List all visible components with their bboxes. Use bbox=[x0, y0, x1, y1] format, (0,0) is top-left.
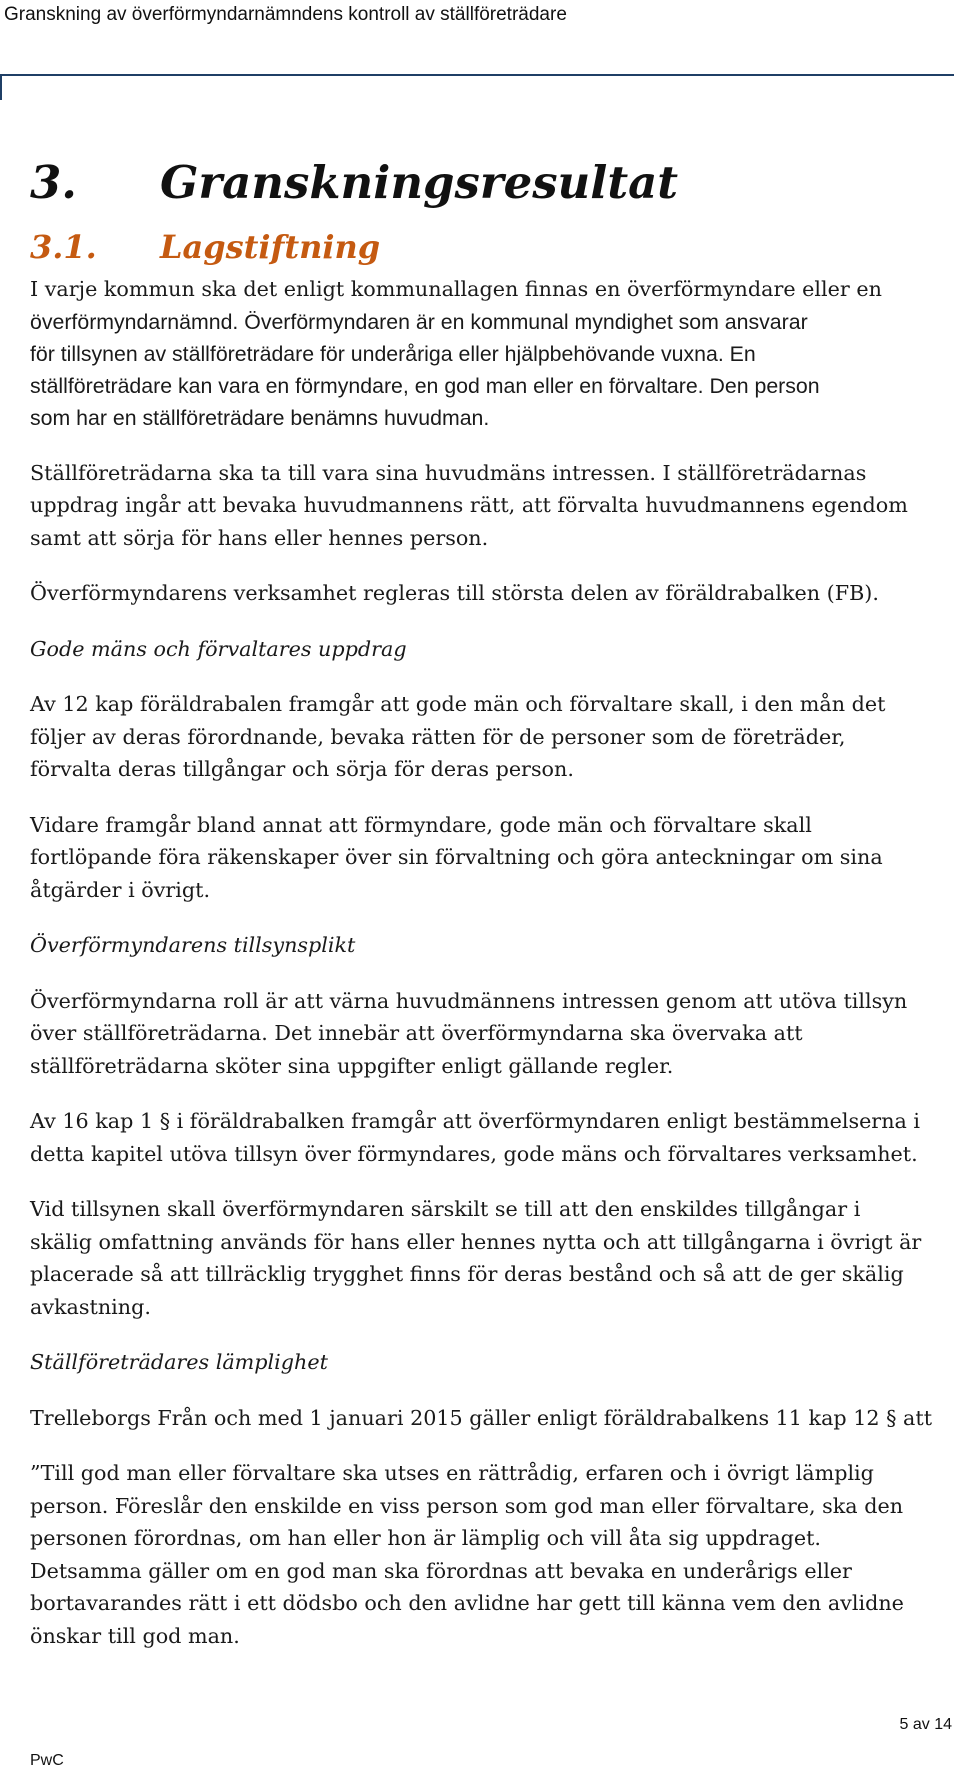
text-line: Av 16 kap 1 § i föräldrabalken framgår att överförmyndaren enligt bestämmelserna i bbox=[30, 1109, 921, 1133]
text-line: placerade så att tillräcklig trygghet finns för deras bestånd och så att de ger skälig bbox=[30, 1262, 904, 1286]
text-line: Detsamma gäller om en god man ska förordnas att bevaka en underårigs eller bbox=[30, 1558, 852, 1583]
text-line: samt att sörja för hans eller hennes person. bbox=[30, 525, 489, 550]
text-line: ställföreträdare kan vara en förmyndare, en god man eller en förvaltare. Den person bbox=[30, 373, 820, 398]
text-line: Överförmyndarna roll är att värna huvudmännens intressen genom att utöva tillsyn bbox=[30, 988, 908, 1013]
text-line: uppdrag ingår att bevaka huvudmannens rätt, att förvalta huvudmannens egendom bbox=[30, 493, 908, 517]
subheading-gode-man: Gode mäns och förvaltares uppdrag bbox=[30, 636, 407, 661]
paragraph-lamplighet-1 bbox=[30, 1402, 955, 1435]
section-title: Lagstiftning bbox=[160, 228, 381, 266]
text-line: fortlöpande föra räkenskaper över sin förvaltning och göra anteckningar om sina bbox=[30, 845, 883, 869]
text-line: ”Till god man eller förvaltare ska utses en rättrådig, erfaren och i övrigt lämplig bbox=[30, 1461, 874, 1485]
text-line: åtgärder i övrigt. bbox=[30, 877, 211, 902]
text-line: personen förordnas, om han eller hon är lämplig och vill åta sig uppdraget. bbox=[30, 1526, 821, 1550]
paragraph-tillsyn-3 bbox=[30, 1193, 955, 1323]
text-line: Vid tillsynen skall överförmyndaren särskilt se till att den enskildes tillgångar i bbox=[30, 1197, 861, 1221]
text-line: över ställföreträdarna. Det innebär att överförmyndarna ska övervaka att bbox=[30, 1021, 803, 1045]
text-line: överförmyndarnämnd. Överförmyndaren är en kommunal myndighet som ansvarar bbox=[30, 309, 808, 334]
header-rule bbox=[0, 74, 954, 76]
text-line: avkastning. bbox=[30, 1294, 151, 1319]
text-line: skälig omfattning används för hans eller hennes nytta och att tillgångarna i övrigt är bbox=[30, 1229, 922, 1254]
text-line: person. Föreslår den enskilde en viss person som god man eller förvaltare, ska den bbox=[30, 1493, 904, 1518]
paragraph-gode-man-1 bbox=[30, 688, 955, 786]
paragraph-intro-cont bbox=[30, 306, 955, 434]
subheading-tillsynsplikt: Överförmyndarens tillsynsplikt bbox=[30, 933, 356, 957]
section-number: 3.1. bbox=[30, 228, 97, 266]
page-number: 5 av 14 bbox=[899, 1716, 952, 1733]
text-line: ställföreträdarna sköter sina uppgifter enligt gällande regler. bbox=[30, 1053, 674, 1078]
text-line: I varje kommun ska det enligt kommunallagen finnas en överförmyndare eller en bbox=[30, 277, 882, 301]
paragraph-verksamhet bbox=[30, 577, 955, 610]
text-line: Ställföreträdarna ska ta till vara sina huvudmäns intressen. I ställföreträdarnas bbox=[30, 460, 867, 485]
chapter-number: 3. bbox=[30, 156, 77, 209]
text-line: Vidare framgår bland annat att förmyndare, gode män och förvaltare skall bbox=[30, 812, 812, 837]
paragraph-intro bbox=[30, 273, 955, 306]
section-heading bbox=[30, 221, 955, 273]
text-line: bortavarandes rätt i ett dödsbo och den avlidne har gett till känna vem den avlidne bbox=[30, 1591, 904, 1615]
text-line: Överförmyndarens verksamhet regleras till största delen av föräldrabalken (FB). bbox=[30, 581, 879, 605]
header-rule-tick bbox=[0, 74, 2, 100]
paragraph-lamplighet-quote bbox=[30, 1457, 955, 1652]
text-line: förvalta deras tillgångar och sörja för deras person. bbox=[30, 757, 574, 781]
text-line: följer av deras förordnande, bevaka rätten för de personer som de företräder, bbox=[30, 724, 846, 749]
paragraph-tillsyn-2 bbox=[30, 1105, 955, 1170]
subheading-lamplighet: Ställföreträdares lämplighet bbox=[30, 1350, 328, 1374]
running-header: Granskning av överförmyndarnämndens kontroll av ställföreträdare bbox=[4, 4, 567, 25]
text-line: Av 12 kap föräldrabalen framgår att gode män och förvaltare skall, i den mån det bbox=[30, 692, 886, 716]
paragraph-gode-man-2 bbox=[30, 809, 955, 907]
chapter-title: Granskningsresultat bbox=[160, 156, 679, 209]
chapter-heading bbox=[30, 150, 955, 216]
text-line: för tillsynen av ställföreträdare för underåriga eller hjälpbehövande vuxna. En bbox=[30, 341, 756, 366]
text-line: detta kapitel utöva tillsyn över förmyndares, gode mäns och förvaltares verksamhet. bbox=[30, 1141, 918, 1166]
text-line: som har en ställföreträdare benämns huvudman. bbox=[30, 405, 490, 430]
paragraph-stallforetradare bbox=[30, 457, 955, 555]
text-line: Trelleborgs Från och med 1 januari 2015 gäller enligt föräldrabalkens 11 kap 12 § att bbox=[30, 1405, 933, 1430]
text-line: önskar till god man. bbox=[30, 1623, 240, 1648]
paragraph-tillsyn-1 bbox=[30, 985, 955, 1083]
page-content bbox=[30, 150, 955, 1675]
footer-brand: PwC bbox=[30, 1752, 64, 1769]
